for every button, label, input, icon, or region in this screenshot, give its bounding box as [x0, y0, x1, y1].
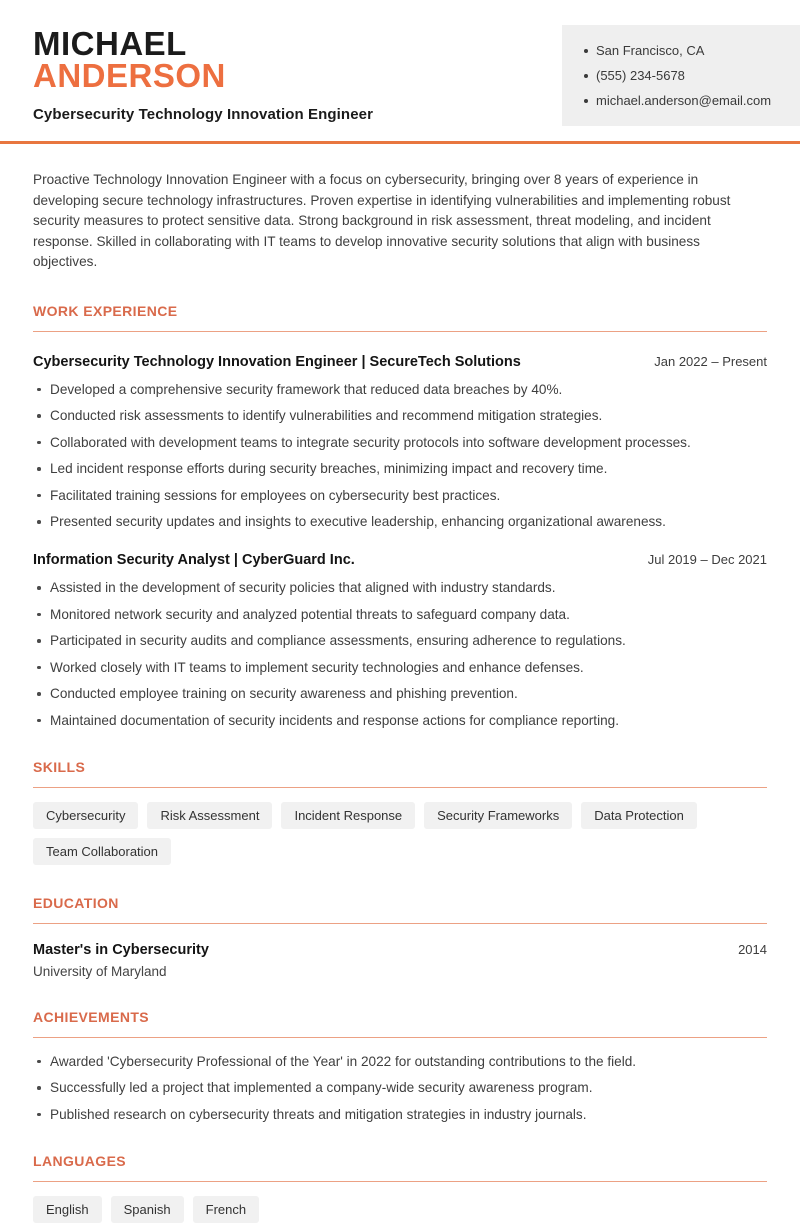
achievements-heading: ACHIEVEMENTS	[33, 1009, 767, 1038]
skill-chip: Cybersecurity	[33, 802, 138, 829]
language-chip: French	[193, 1196, 259, 1223]
skills-chip-list	[33, 802, 767, 865]
job-bullet: Participated in security audits and compliance assessments, ensuring adherence to regulations.	[33, 633, 767, 649]
contact-email	[584, 88, 784, 113]
education-year: 2014	[738, 941, 767, 957]
education-entry	[33, 942, 767, 979]
first-name: MICHAEL	[33, 25, 187, 62]
contact-location	[584, 38, 784, 63]
contact-email-text: michael.anderson@email.com	[596, 93, 772, 108]
language-chip: Spanish	[111, 1196, 184, 1223]
resume-header	[0, 0, 800, 126]
job-bullet: Presented security updates and insights to executive leadership, enhancing organizational awareness.	[33, 514, 767, 530]
section-skills	[33, 759, 767, 865]
contact-phone-text: (555) 234-5678	[596, 68, 685, 83]
skill-chip: Incident Response	[281, 802, 415, 829]
skill-chip: Data Protection	[581, 802, 697, 829]
education-row	[33, 942, 767, 958]
job-dates: Jan 2022 – Present	[654, 353, 767, 369]
languages-heading: LANGUAGES	[33, 1153, 767, 1182]
bullet-dot-icon	[584, 74, 588, 78]
job-title: Cybersecurity Technology Innovation Engineer | SecureTech Solutions	[33, 353, 521, 370]
job-entry	[33, 552, 767, 729]
section-education	[33, 895, 767, 979]
work-experience-heading: WORK EXPERIENCE	[33, 303, 767, 332]
section-achievements	[33, 1009, 767, 1123]
achievement-bullet: Awarded 'Cybersecurity Professional of the Year' in 2022 for outstanding contributions to the field.	[33, 1054, 767, 1070]
languages-chip-list	[33, 1196, 767, 1223]
education-degree: Master's in Cybersecurity	[33, 941, 209, 958]
job-bullet: Worked closely with IT teams to implement security technologies and enhance defenses.	[33, 660, 767, 676]
job-bullet: Assisted in the development of security policies that aligned with industry standards.	[33, 580, 767, 596]
skill-chip: Team Collaboration	[33, 838, 171, 865]
candidate-name	[33, 25, 373, 94]
achievements-list	[33, 1054, 767, 1123]
job-entry	[33, 354, 767, 531]
contact-location-text: San Francisco, CA	[596, 43, 705, 58]
job-bullet-list	[33, 382, 767, 531]
job-bullet: Monitored network security and analyzed potential threats to safeguard company data.	[33, 607, 767, 623]
job-bullet: Collaborated with development teams to integrate security protocols into software development processes.	[33, 435, 767, 451]
job-bullet: Led incident response efforts during security breaches, minimizing impact and recovery time.	[33, 461, 767, 477]
job-bullet: Maintained documentation of security incidents and response actions for compliance reporting.	[33, 713, 767, 729]
section-languages	[33, 1153, 767, 1223]
contact-list	[584, 38, 784, 113]
job-bullet: Developed a comprehensive security framework that reduced data breaches by 40%.	[33, 382, 767, 398]
education-school: University of Maryland	[33, 963, 167, 979]
bullet-dot-icon	[584, 99, 588, 103]
bullet-dot-icon	[584, 49, 588, 53]
achievement-bullet: Successfully led a project that implemented a company-wide security awareness program.	[33, 1080, 767, 1096]
summary-paragraph: Proactive Technology Innovation Engineer with a focus on cybersecurity, bringing over 8 years of experience in developing secure technology infrastructures. Proven expertise in identifying vulnerabilities and implementing robust security measures to protect sensitive data. Strong background in risk assessment, threat modeling, and incident response. Skilled in collaborating with IT teams to develop innovative security solutions that align with business objectives.	[33, 172, 731, 270]
section-work-experience	[33, 303, 767, 729]
job-title: Information Security Analyst | CyberGuard Inc.	[33, 552, 355, 569]
skills-heading: SKILLS	[33, 759, 767, 788]
skill-chip: Security Frameworks	[424, 802, 572, 829]
achievement-bullet: Published research on cybersecurity threats and mitigation strategies in industry journals.	[33, 1107, 767, 1123]
contact-box	[562, 25, 800, 126]
job-bullet: Conducted employee training on security awareness and phishing prevention.	[33, 686, 767, 702]
resume-body	[0, 170, 800, 1223]
job-bullet: Conducted risk assessments to identify vulnerabilities and recommend mitigation strategies.	[33, 408, 767, 424]
job-entry-header	[33, 354, 767, 370]
skill-chip: Risk Assessment	[147, 802, 272, 829]
last-name: ANDERSON	[33, 57, 226, 94]
education-heading: EDUCATION	[33, 895, 767, 924]
contact-phone	[584, 63, 784, 88]
job-entry-header	[33, 552, 767, 568]
job-bullet-list	[33, 580, 767, 729]
header-divider	[0, 141, 800, 144]
candidate-title: Cybersecurity Technology Innovation Engineer	[33, 106, 374, 123]
identity-block	[33, 24, 373, 123]
language-chip: English	[33, 1196, 102, 1223]
job-bullet: Facilitated training sessions for employees on cybersecurity best practices.	[33, 488, 767, 504]
job-dates: Jul 2019 – Dec 2021	[647, 552, 767, 568]
